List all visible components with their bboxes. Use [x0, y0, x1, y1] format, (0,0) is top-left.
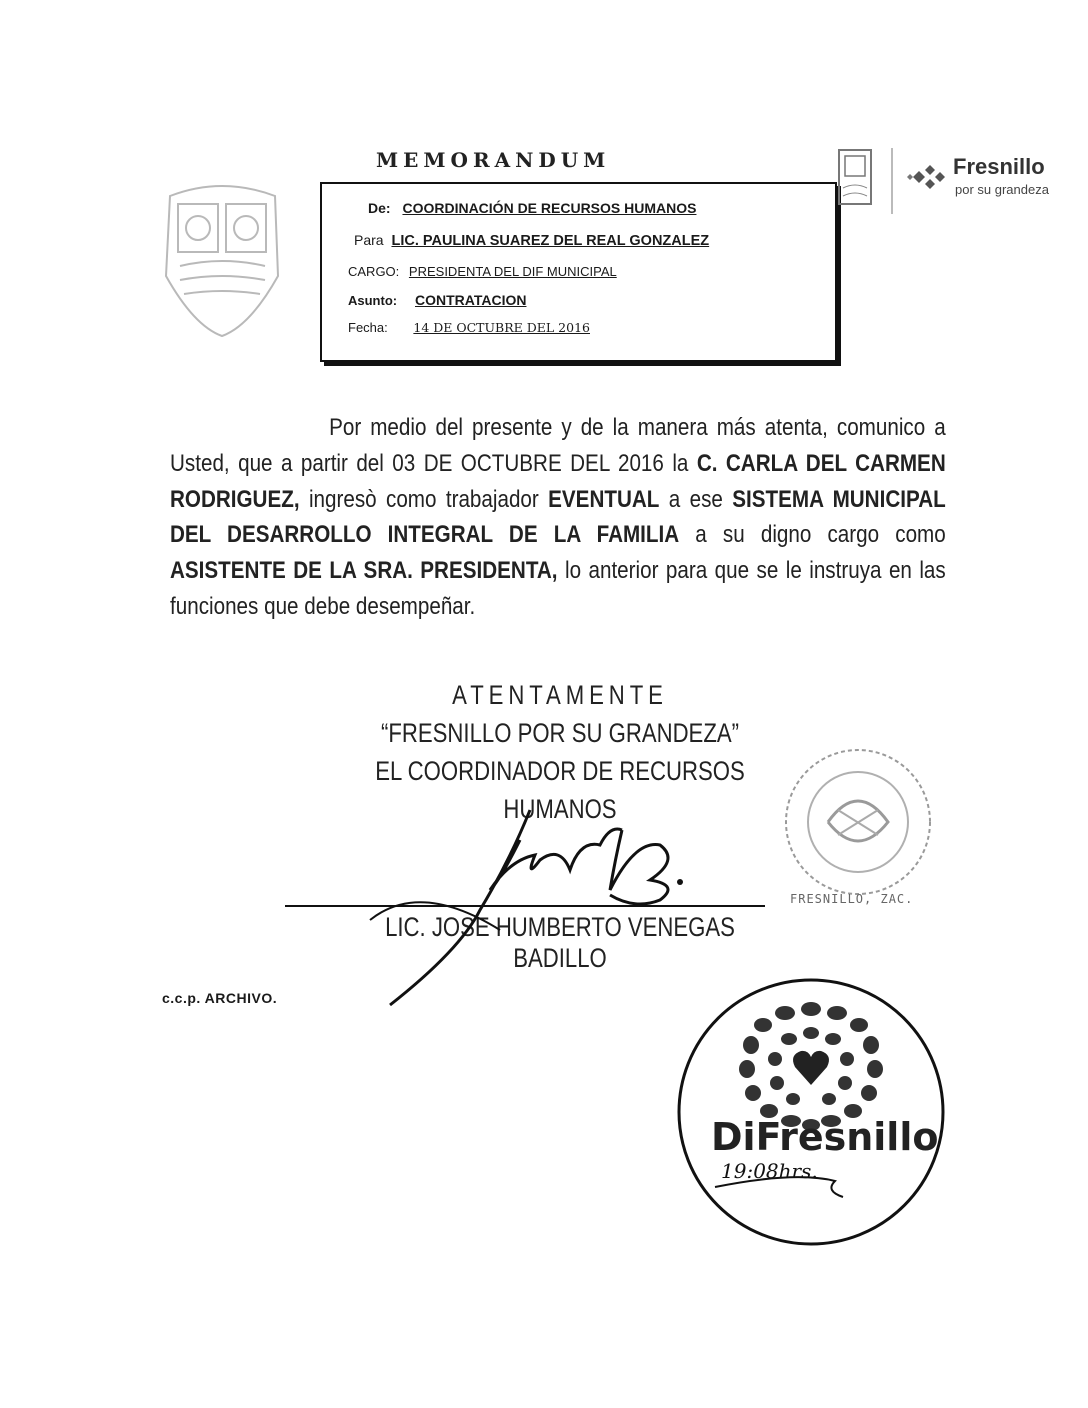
dif-crest-icon [835, 148, 875, 214]
employment-type: EVENTUAL [548, 485, 660, 513]
from-label: De: [368, 200, 391, 216]
body-to: a ese [668, 485, 723, 513]
logo-divider [891, 148, 893, 214]
to-label: Para [354, 232, 384, 248]
fresnillo-diamonds-icon [905, 162, 947, 192]
subject-value: CONTRATACION [415, 292, 527, 308]
employee-name: C. CARLA DEL CARMEN RODRIGUEZ, [170, 449, 946, 513]
closing-signer-title: EL COORDINADOR DE RECURSOS HUMANOS [375, 756, 745, 824]
body-intro: Por medio del presente y de la manera más atenta, comunico a Usted, que a partir del 03 DE OCTUBRE DEL 2016 la [170, 414, 946, 477]
closing-motto: “FRESNILLO POR SU GRANDEZA” [381, 718, 739, 748]
to-row [354, 232, 709, 249]
date-value: 14 DE OCTUBRE DEL 2016 [413, 320, 590, 335]
received-time: 19:08hrs. [721, 1159, 818, 1183]
dif-stamp-name: DiFresnillo [711, 1115, 939, 1159]
signature-icon [360, 800, 700, 1020]
logo-brand: Fresnillo [953, 154, 1045, 179]
stamp-city: FRESNILLO, ZAC. [790, 892, 914, 906]
to-value: LIC. PAULINA SUAREZ DEL REAL GONZALEZ [391, 233, 710, 249]
closing-salutation: ATENTAMENTE [452, 680, 668, 710]
fresnillo-logo [835, 144, 1060, 220]
body-position: a su digno cargo como [695, 521, 946, 549]
memo-header-box [320, 182, 837, 362]
carbon-copy: c.c.p. ARCHIVO. [162, 990, 278, 1006]
cargo-value: PRESIDENTA DEL DIF MUNICIPAL [408, 264, 617, 279]
cargo-label: CARGO: [348, 264, 400, 279]
from-value: COORDINACIÓN DE RECURSOS HUMANOS [402, 200, 697, 216]
dif-stamp-ring-icon [675, 975, 947, 1250]
municipal-stamp-icon [768, 740, 968, 915]
cargo-row [348, 264, 617, 279]
memo-title: MEMORANDUM [376, 148, 611, 172]
job-role: ASISTENTE DE LA SRA. PRESIDENTA, [170, 557, 558, 585]
body-closing: lo anterior para que se le instruya en las funciones que debe desempeñar. [170, 557, 946, 620]
municipal-seal-icon [150, 176, 295, 341]
logo-tagline: por su grandeza [955, 182, 1049, 197]
date-label: Fecha: [348, 320, 388, 335]
date-row [348, 320, 596, 335]
body-joined: ingresò como trabajador [308, 485, 539, 513]
memo-body [170, 410, 946, 625]
subject-row [348, 292, 526, 308]
signer-name: LIC. JOSE HUMBERTO VENEGAS BADILLO [385, 912, 735, 973]
from-row [368, 200, 696, 216]
dif-received-stamp [675, 975, 947, 1250]
organization-name: SISTEMA MUNICIPAL DEL DESARROLLO INTEGRAL DE LA FAMILIA [170, 485, 946, 549]
subject-label: Asunto: [348, 293, 398, 308]
